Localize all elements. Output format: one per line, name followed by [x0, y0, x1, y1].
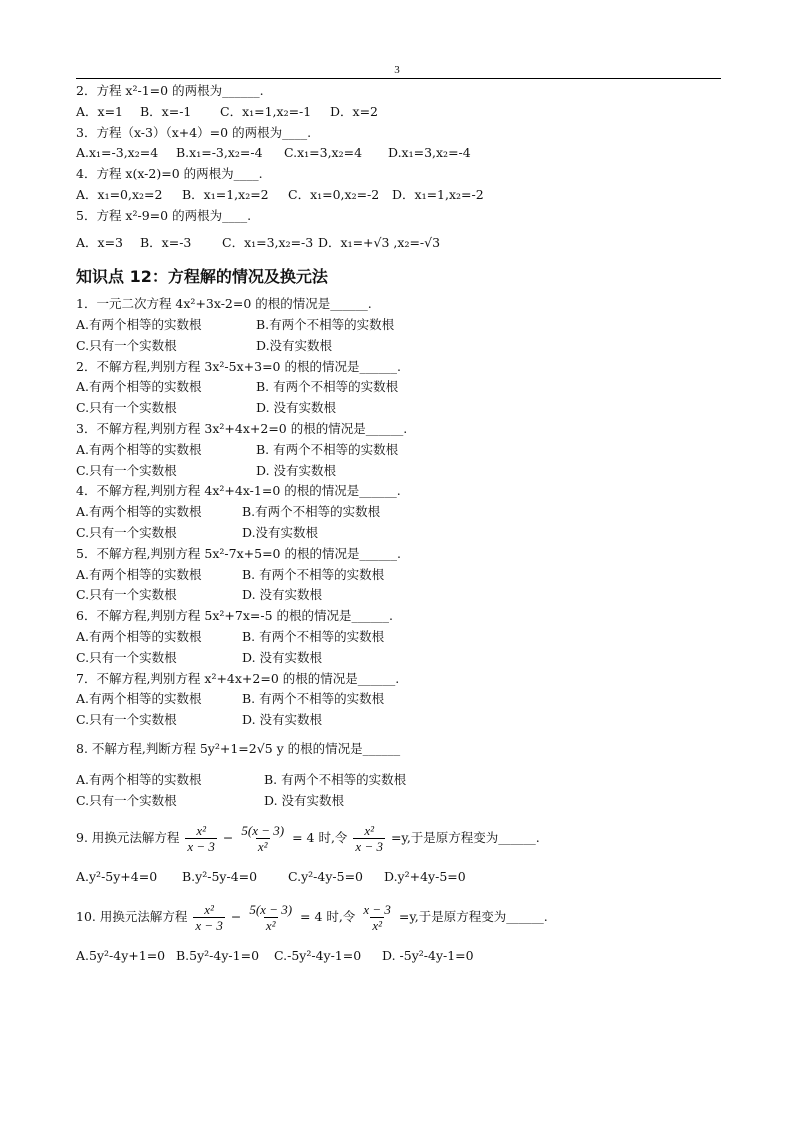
question-9	[76, 821, 721, 888]
question-text: 3．方程（x-3）（x+4）=0 的两根为____.	[76, 124, 312, 140]
option-d: D. 没有实数根	[242, 649, 323, 665]
option-c: C.只有一个实数根	[76, 462, 177, 478]
option-a: A.有两个相等的实数根	[76, 316, 202, 332]
option-a: A.有两个相等的实数根	[76, 691, 202, 707]
option-b: B. 有两个不相等的实数根	[256, 441, 399, 457]
question-prefix: 9. 用换元法解方程	[76, 830, 180, 846]
option-row	[76, 770, 721, 791]
option-d: D. 没有实数根	[242, 712, 323, 728]
header-rule	[76, 78, 721, 79]
page-content	[76, 81, 721, 967]
question-2	[76, 357, 721, 419]
option-row	[76, 143, 721, 164]
option-row	[76, 867, 721, 888]
option-row	[76, 565, 721, 586]
numerator: x²	[204, 902, 214, 918]
minus-sign: −	[222, 830, 234, 846]
option-c: C.-5y²-4y-1=0	[274, 948, 362, 964]
option-a: A.有两个相等的实数根	[76, 504, 202, 520]
option-b: B. 有两个不相等的实数根	[256, 379, 399, 395]
question-3	[76, 419, 721, 481]
option-c: C.只有一个实数根	[76, 524, 177, 540]
option-row	[76, 336, 721, 357]
top-question-2	[76, 81, 721, 123]
option-row	[76, 946, 721, 967]
option-b: B. 有两个不相等的实数根	[242, 691, 385, 707]
question-7	[76, 669, 721, 731]
option-d: D. 没有实数根	[242, 587, 323, 603]
question-text: 1．一元二次方程 4x²+3x-2=0 的根的情况是______.	[76, 296, 372, 312]
option-b: B.有两个不相等的实数根	[256, 316, 395, 332]
option-c: C.只有一个实数根	[76, 337, 177, 353]
question-text: 4．方程 x(x-2)=0 的两根为____.	[76, 166, 263, 182]
question-6	[76, 606, 721, 668]
option-row	[76, 627, 721, 648]
denominator: x²	[265, 918, 276, 934]
option-d: D.y²+4y-5=0	[384, 869, 466, 885]
option-c: C．x₁=0,x₂=-2	[288, 186, 380, 202]
fraction	[185, 823, 217, 854]
option-row	[76, 102, 721, 123]
option-b: B．x=-3	[140, 234, 192, 250]
denominator: x − 3	[355, 839, 383, 855]
option-b: B.y²-5y-4=0	[182, 869, 258, 885]
option-row	[76, 185, 721, 206]
question-5	[76, 544, 721, 606]
page-number: 3	[394, 64, 400, 76]
option-row	[76, 398, 721, 419]
question-mid: = 4 时,令	[292, 830, 348, 846]
option-row	[76, 377, 721, 398]
top-question-5	[76, 206, 721, 254]
option-row	[76, 461, 721, 482]
question-suffix: =y,于是原方程变为______.	[398, 909, 548, 925]
option-b: B．x=-1	[140, 103, 192, 119]
numerator: x²	[196, 823, 206, 839]
denominator: x²	[372, 918, 382, 934]
numerator: x − 3	[363, 902, 391, 918]
option-d: D. 没有实数根	[256, 400, 337, 416]
option-b: B．x₁=1,x₂=2	[182, 186, 269, 202]
question-prefix: 10. 用换元法解方程	[76, 909, 188, 925]
fraction	[353, 823, 385, 854]
question-text: 2．方程 x²-1=0 的两根为______.	[76, 83, 264, 98]
question-text: 8. 不解方程,判断方程 5y²+1=2√5 y 的根的情况是______	[76, 740, 401, 756]
option-a: A.x₁=-3,x₂=4	[76, 145, 159, 161]
option-c: C.只有一个实数根	[76, 587, 177, 603]
option-a: A．x=3	[76, 234, 124, 250]
fraction	[247, 902, 294, 933]
numerator: 5(x − 3)	[249, 902, 293, 918]
question-8	[76, 739, 721, 811]
option-row	[76, 791, 721, 812]
option-c: C.只有一个实数根	[76, 712, 177, 728]
question-text: 4．不解方程,判别方程 4x²+4x-1=0 的根的情况是______.	[76, 483, 401, 499]
question-text	[76, 821, 721, 855]
option-c: C.只有一个实数根	[76, 400, 177, 416]
option-a: A.有两个相等的实数根	[76, 628, 202, 644]
option-d: D. 没有实数根	[256, 462, 337, 478]
option-a: A.y²-5y+4=0	[76, 869, 158, 885]
option-b: B.有两个不相等的实数根	[242, 504, 381, 520]
fraction	[193, 902, 225, 933]
option-row	[76, 502, 721, 523]
question-text: 2．不解方程,判别方程 3x²-5x+3=0 的根的情况是______.	[76, 358, 401, 374]
option-a: A.5y²-4y+1=0	[76, 948, 166, 964]
section-title: 知识点 12：方程解的情况及换元法	[76, 267, 328, 287]
option-c: C.x₁=3,x₂=4	[284, 145, 363, 161]
option-c: C.只有一个实数根	[76, 792, 177, 808]
option-d: D．x₁=+√3 ,x₂=-√3	[318, 234, 441, 250]
option-d: D.没有实数根	[242, 524, 319, 540]
question-suffix: =y,于是原方程变为______.	[390, 830, 540, 846]
question-text: 3．不解方程,判别方程 3x²+4x+2=0 的根的情况是______.	[76, 420, 408, 436]
option-a: A．x₁=0,x₂=2	[76, 186, 163, 202]
option-row	[76, 710, 721, 731]
question-mid: = 4 时,令	[300, 909, 356, 925]
option-row	[76, 233, 721, 254]
option-b: B. 有两个不相等的实数根	[242, 566, 385, 582]
minus-sign: −	[230, 909, 242, 925]
option-a: A．x=1	[76, 103, 124, 119]
option-c: C．x₁=3,x₂=-3	[222, 234, 314, 250]
option-row	[76, 648, 721, 669]
fraction	[239, 823, 286, 854]
top-question-4	[76, 164, 721, 206]
denominator: x²	[257, 839, 268, 855]
option-d: D．x₁=1,x₂=-2	[392, 186, 484, 202]
option-row	[76, 585, 721, 606]
question-1	[76, 294, 721, 356]
option-row	[76, 689, 721, 710]
question-text: 6．不解方程,判别方程 5x²+7x=-5 的根的情况是______.	[76, 608, 393, 624]
question-text	[76, 900, 721, 934]
question-text: 5．方程 x²-9=0 的两根为____.	[76, 207, 252, 223]
option-a: A.有两个相等的实数根	[76, 771, 202, 787]
option-d: D. -5y²-4y-1=0	[382, 948, 474, 964]
option-b: B.5y²-4y-1=0	[176, 948, 260, 964]
question-10	[76, 900, 721, 967]
denominator: x − 3	[195, 918, 223, 934]
option-c: C．x₁=1,x₂=-1	[220, 103, 312, 119]
option-b: B. 有两个不相等的实数根	[264, 771, 407, 787]
option-c: C.y²-4y-5=0	[288, 869, 364, 885]
option-c: C.只有一个实数根	[76, 649, 177, 665]
option-b: B. 有两个不相等的实数根	[242, 628, 385, 644]
top-question-3	[76, 123, 721, 165]
option-row	[76, 315, 721, 336]
numerator: x²	[364, 823, 375, 839]
option-a: A.有两个相等的实数根	[76, 441, 202, 457]
fraction	[361, 902, 393, 933]
numerator: 5(x − 3)	[241, 823, 285, 839]
question-text: 7．不解方程,判别方程 x²+4x+2=0 的根的情况是______.	[76, 670, 400, 686]
option-row	[76, 440, 721, 461]
question-4	[76, 481, 721, 543]
option-a: A.有两个相等的实数根	[76, 379, 202, 395]
option-d: D.没有实数根	[256, 337, 333, 353]
option-d: D.x₁=3,x₂=-4	[388, 145, 471, 161]
question-text: 5．不解方程,判别方程 5x²-7x+5=0 的根的情况是______.	[76, 545, 401, 561]
option-row	[76, 523, 721, 544]
denominator: x − 3	[187, 839, 215, 855]
option-a: A.有两个相等的实数根	[76, 566, 202, 582]
option-d: D．x=2	[330, 103, 378, 119]
option-b: B.x₁=-3,x₂=-4	[176, 145, 263, 161]
option-d: D. 没有实数根	[264, 792, 345, 808]
